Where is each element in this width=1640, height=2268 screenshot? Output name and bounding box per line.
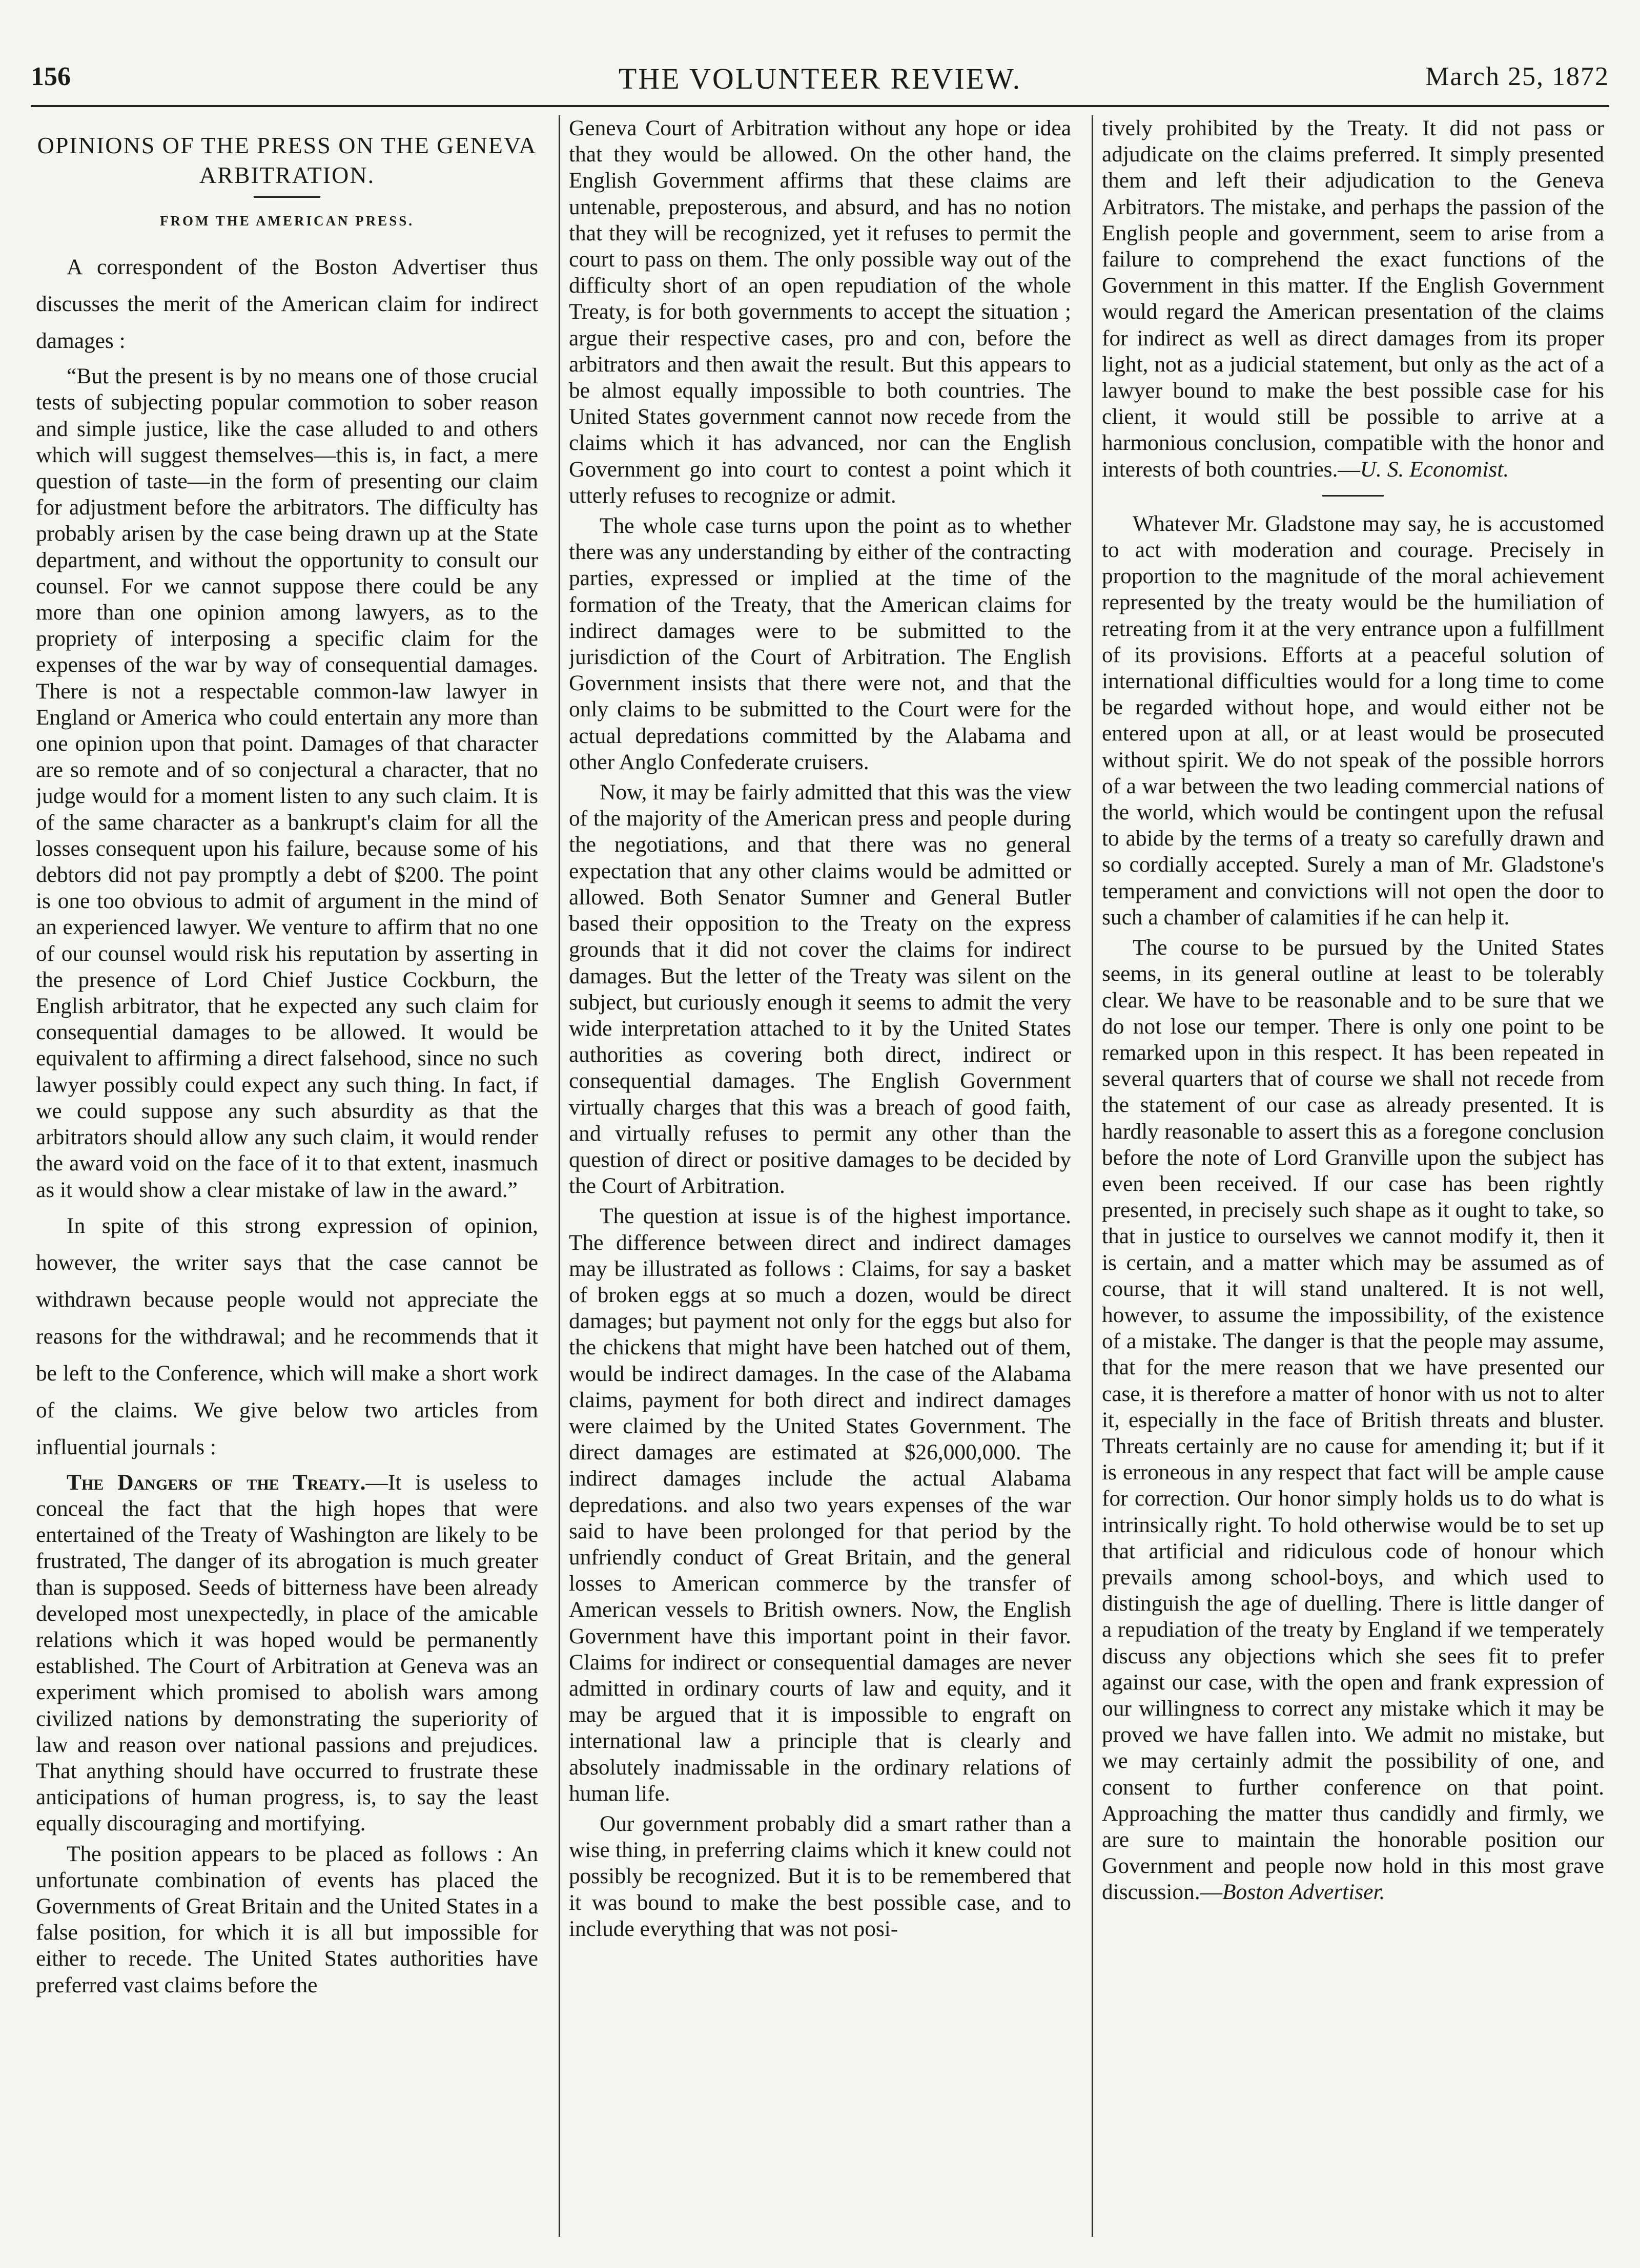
page-number: 156 [31,62,71,91]
comment-paragraph: In spite of this strong expression of opinion, however, the writer says that the case cannot be withdrawn because people would not appreciate the reasons for the withdrawal; and he recommends that it be left to the Conference, which will make a short work of the claims. We give below two articles from influential journals : [36,1213,538,1459]
paragraph: Geneva Court of Arbitration without any hope or idea that they would be allowed. On the other hand, the English Government affirms that these claims are untenable, preposterous, and absurd, and has no notion that they will be recognized, yet it refuses to permit the court to pass on them. The only possible way out of the difficulty short of an open repudiation of the whole Treaty, is for both governments to accept the situation ; argue their respective cases, pro and con, before the arbitrators and then await the result. But this appears to be almost equally impossible to both countries. The United States government cannot now recede from the claims which it has advanced, nor can the English Government go into court to contest a point which it utterly refuses to recognize or admit. [569,116,1071,508]
column-1 [36,115,538,2221]
title-rule [254,196,320,198]
paragraph [1102,935,1604,1906]
paragraph-text: tively prohibited by the Treaty. It did not pass or adjudicate on the claims preferred. It simply presented them and left their adjudication to the Geneva Arbitrators. The mistake, and perhaps the passion of the English people and government, seem to arise from a failure to comprehend the exact functions of the Government in this matter. If the English Government would regard the American presentation of the claims for indirect as well as direct damages from its proper light, not as a judicial statement, but only as the act of a lawyer bound to make the best possible case for his client, it would still be possible to arrive at a harmonious conclusion, compatible with the honor and interests of both countries.— [1102,116,1604,482]
intro-paragraph: A correspondent of the Boston Advertiser thus discusses the merit of the American claim for indirect damages : [36,255,538,354]
source-attribution: Boston Advertiser. [1222,1880,1385,1905]
quoted-paragraph: “But the present is by no means one of those crucial tests of subjecting popular commotion to sober reason and simple justice, like the case alluded to and others which will suggest themselves—this is, in fact, a mere question of taste—in the form of presenting our claim for adjustment before the arbitrators. The difficulty has probably arisen by the case being drawn up at the State department, and without the opportunity to consult our counsel. For we cannot suppose there could be any more than one opinion among lawyers, as to the propriety of interposing a specific claim for the expenses of the war by way of consequential damages. There is not a respectable common-law lawyer in England or America who could entertain any more than one opinion upon that point. Damages of that character are so remote and of so conjectural a character, that no judge would for a moment listen to any such claim. It is of the same character as a bankrupt's claim for all the losses consequent upon his failure, because some of his debtors did not pay promptly a debt of $200. The point is one too obvious to admit of argument in the mind of an experienced lawyer. We venture to affirm that no one of our counsel would risk his reputation by asserting in the presence of Lord Chief Justice Cockburn, the English arbitrator, that he expected any such claim for consequential damages to be allowed. It would be equivalent to affirming a direct falsehood, since no such lawyer possibly could expect any such thing. In fact, if we could suppose any such absurdity as that the arbitrators should allow any such claim, it would render the award void on the face of it to that extent, inasmuch as it would show a clear mistake of law in the award.” [36,364,538,1202]
article-title: OPINIONS OF THE PRESS ON THE GENEVA ARBITRATION. [37,132,537,188]
column-2 [569,115,1071,2221]
header-rule [31,105,1609,107]
dangers-heading: The Dangers of the Treaty. [67,1470,366,1495]
dangers-paragraph [36,1470,538,1837]
column-3 [1102,115,1604,2221]
paragraph: The question at issue is of the highest importance. The difference between direct and indirect damages may be illustrated as follows : Claims, for say a basket of broken eggs at so much a dozen, would be direct damages; but payment not only for the eggs but also for the chickens that might have been hatched out of them, would be indirect damages. In the case of the Alabama claims, payment for both direct and indirect damages were claimed by the United States Government. The direct damages are estimated at $26,000,000. The indirect damages include the actual Alabama depredations. and also two years expenses of the war said to have been prolonged for that period by the unfriendly conduct of Great Britain, and the general losses to American commerce by the transfer of American vessels to British owners. Now, the English Government have this important point in their favor. Claims for indirect or consequential damages are never admitted in ordinary courts of law and equity, and it may be argued that it is impossible to engraft on international law a principle that is clearly and absolutely inadmissable in the ordinary relations of human life. [569,1204,1071,1806]
article-divider [1322,495,1384,497]
publication-title: THE VOLUNTEER REVIEW. [618,62,1022,95]
issue-date: March 25, 1872 [1425,62,1609,91]
section-subhead: FROM THE AMERICAN PRESS. [159,213,415,229]
paragraph: Now, it may be fairly admitted that this was the view of the majority of the American press and people during the negotiations, and that there was no general expectation that any other claims would be admitted or allowed. Both Senator Sumner and General Butler based their opposition to the Treaty on the express grounds that it did not cover the claims for indirect damages. But the letter of the Treaty was silent on the subject, but curiously enough it seems to admit the very wide interpretation attached to it by the United States authorities as covering both direct, indirect or consequential damages. The English Government virtually charges that this was a breach of good faith, and virtually refuses to permit any other than the question of direct or positive damages to be decided by the Court of Arbitration. [569,780,1071,1199]
position-paragraph: The position appears to be placed as follows : An unfortunate combination of events has placed the Governments of Great Britain and the United States in a false position, for which it is all but impossible for either to recede. The United States authorities have preferred vast claims before the [36,1841,538,1997]
paragraph: Whatever Mr. Gladstone may say, he is accustomed to act with moderation and courage. Precisely in proportion to the magnitude of the moral achievement represented by the treaty would be the humiliation of retreating from it at the very entrance upon a fulfillment of its provisions. Efforts at a peaceful solution of international difficulties would for a long time to come be regarded without hope, and would either not be entered upon at all, or at least would be prosecuted without spirit. We do not speak of the possible horrors of a war between the two leading commercial nations of the world, which would be contingent upon the refusal to abide by the terms of a treaty so carefully drawn and so cordially accepted. Surely a man of Mr. Gladstone's temperament and convictions will not open the door to such a chamber of calamities if he can help it. [1102,511,1604,930]
source-attribution: U. S. Economist. [1360,457,1509,482]
masthead [31,61,1609,118]
paragraph: The whole case turns upon the point as to whether there was any understanding by either of the contracting parties, expressed or implied at the time of the formation of the Treaty, that the American claims for indirect damages were to be submitted to the jurisdiction of the Court of Arbitration. The English Government insists that there were not, and that the only claims to be submitted to the Court were for the actual depredations committed by the Alabama and other Anglo Confederate cruisers. [569,513,1071,774]
column-rule [1092,115,1093,2237]
paragraph: Our government probably did a smart rather than a wise thing, in preferring claims which it knew could not possibly be recognized. But it is to be remembered that it was bound to make the best possible case, and to include everything that was not posi- [569,1811,1071,1941]
paragraph [1102,115,1604,483]
paragraph-text: The course to be pursued by the United States seems, in its general outline at least to be tolerably clear. We have to be reasonable and to be sure that we do not lose our temper. There is only one point to be remarked upon in this respect. It has been repeated in several quarters that of course we shall not recede from the statement of our case as already presented. It is hardly reasonable to assert this as a foregone conclusion before the note of Lord Granville upon the subject has even been received. If our case has been rightly presented, in precisely such shape as it ought to take, so that in justice to ourselves we cannot modify it, then it is certain, and a matter which may be assumed as of course, that it will stand unaltered. It is not well, however, to assume the impossibility, of the existence of a mistake. The danger is that the people may assume, that for the mere reason that we have presented our case, it is therefore a matter of honor with us not to alter it, especially in the face of British threats and bluster. Threats certainly are no cause for amending it; but if it is erroneous in any respect that fact will be ample cause for correction. Our honor simply holds us to do what is intrinsically right. To hold otherwise would be to set up that artificial and ridiculous code of honour which prevails among school-boys, and which used to distinguish the age of duelling. There is little danger of a repudiation of the treaty by England if we temperately discuss any objections which she sees fit to prefer against our case, with the open and frank expression of our willingness to correct any mistake which it may be proved we have fallen into. We admit no mistake, but we may certainly admit the possibility of one, and consent to further conference on that point. Approaching the matter thus candidly and firmly, we are sure to maintain the honorable position our Government and people now hold in this most grave discussion.— [1102,935,1604,1905]
column-rule [559,115,560,2237]
dangers-text: —It is useless to conceal the fact that the high hopes that were entertained of the Treaty of Washington are likely to be frustrated, The danger of its abrogation is much greater than is supposed. Seeds of bitterness have been already developed most unexpectedly, in place of the amicable relations which it was hoped would be permanently established. The Court of Arbitration at Geneva was an experiment which promised to abolish wars among civilized nations by demonstrating the superiority of law and reason over national passions and prejudices. That anything should have occurred to frustrate these anticipations of human progress, is, to say the least equally discouraging and mortifying. [36,1470,538,1836]
